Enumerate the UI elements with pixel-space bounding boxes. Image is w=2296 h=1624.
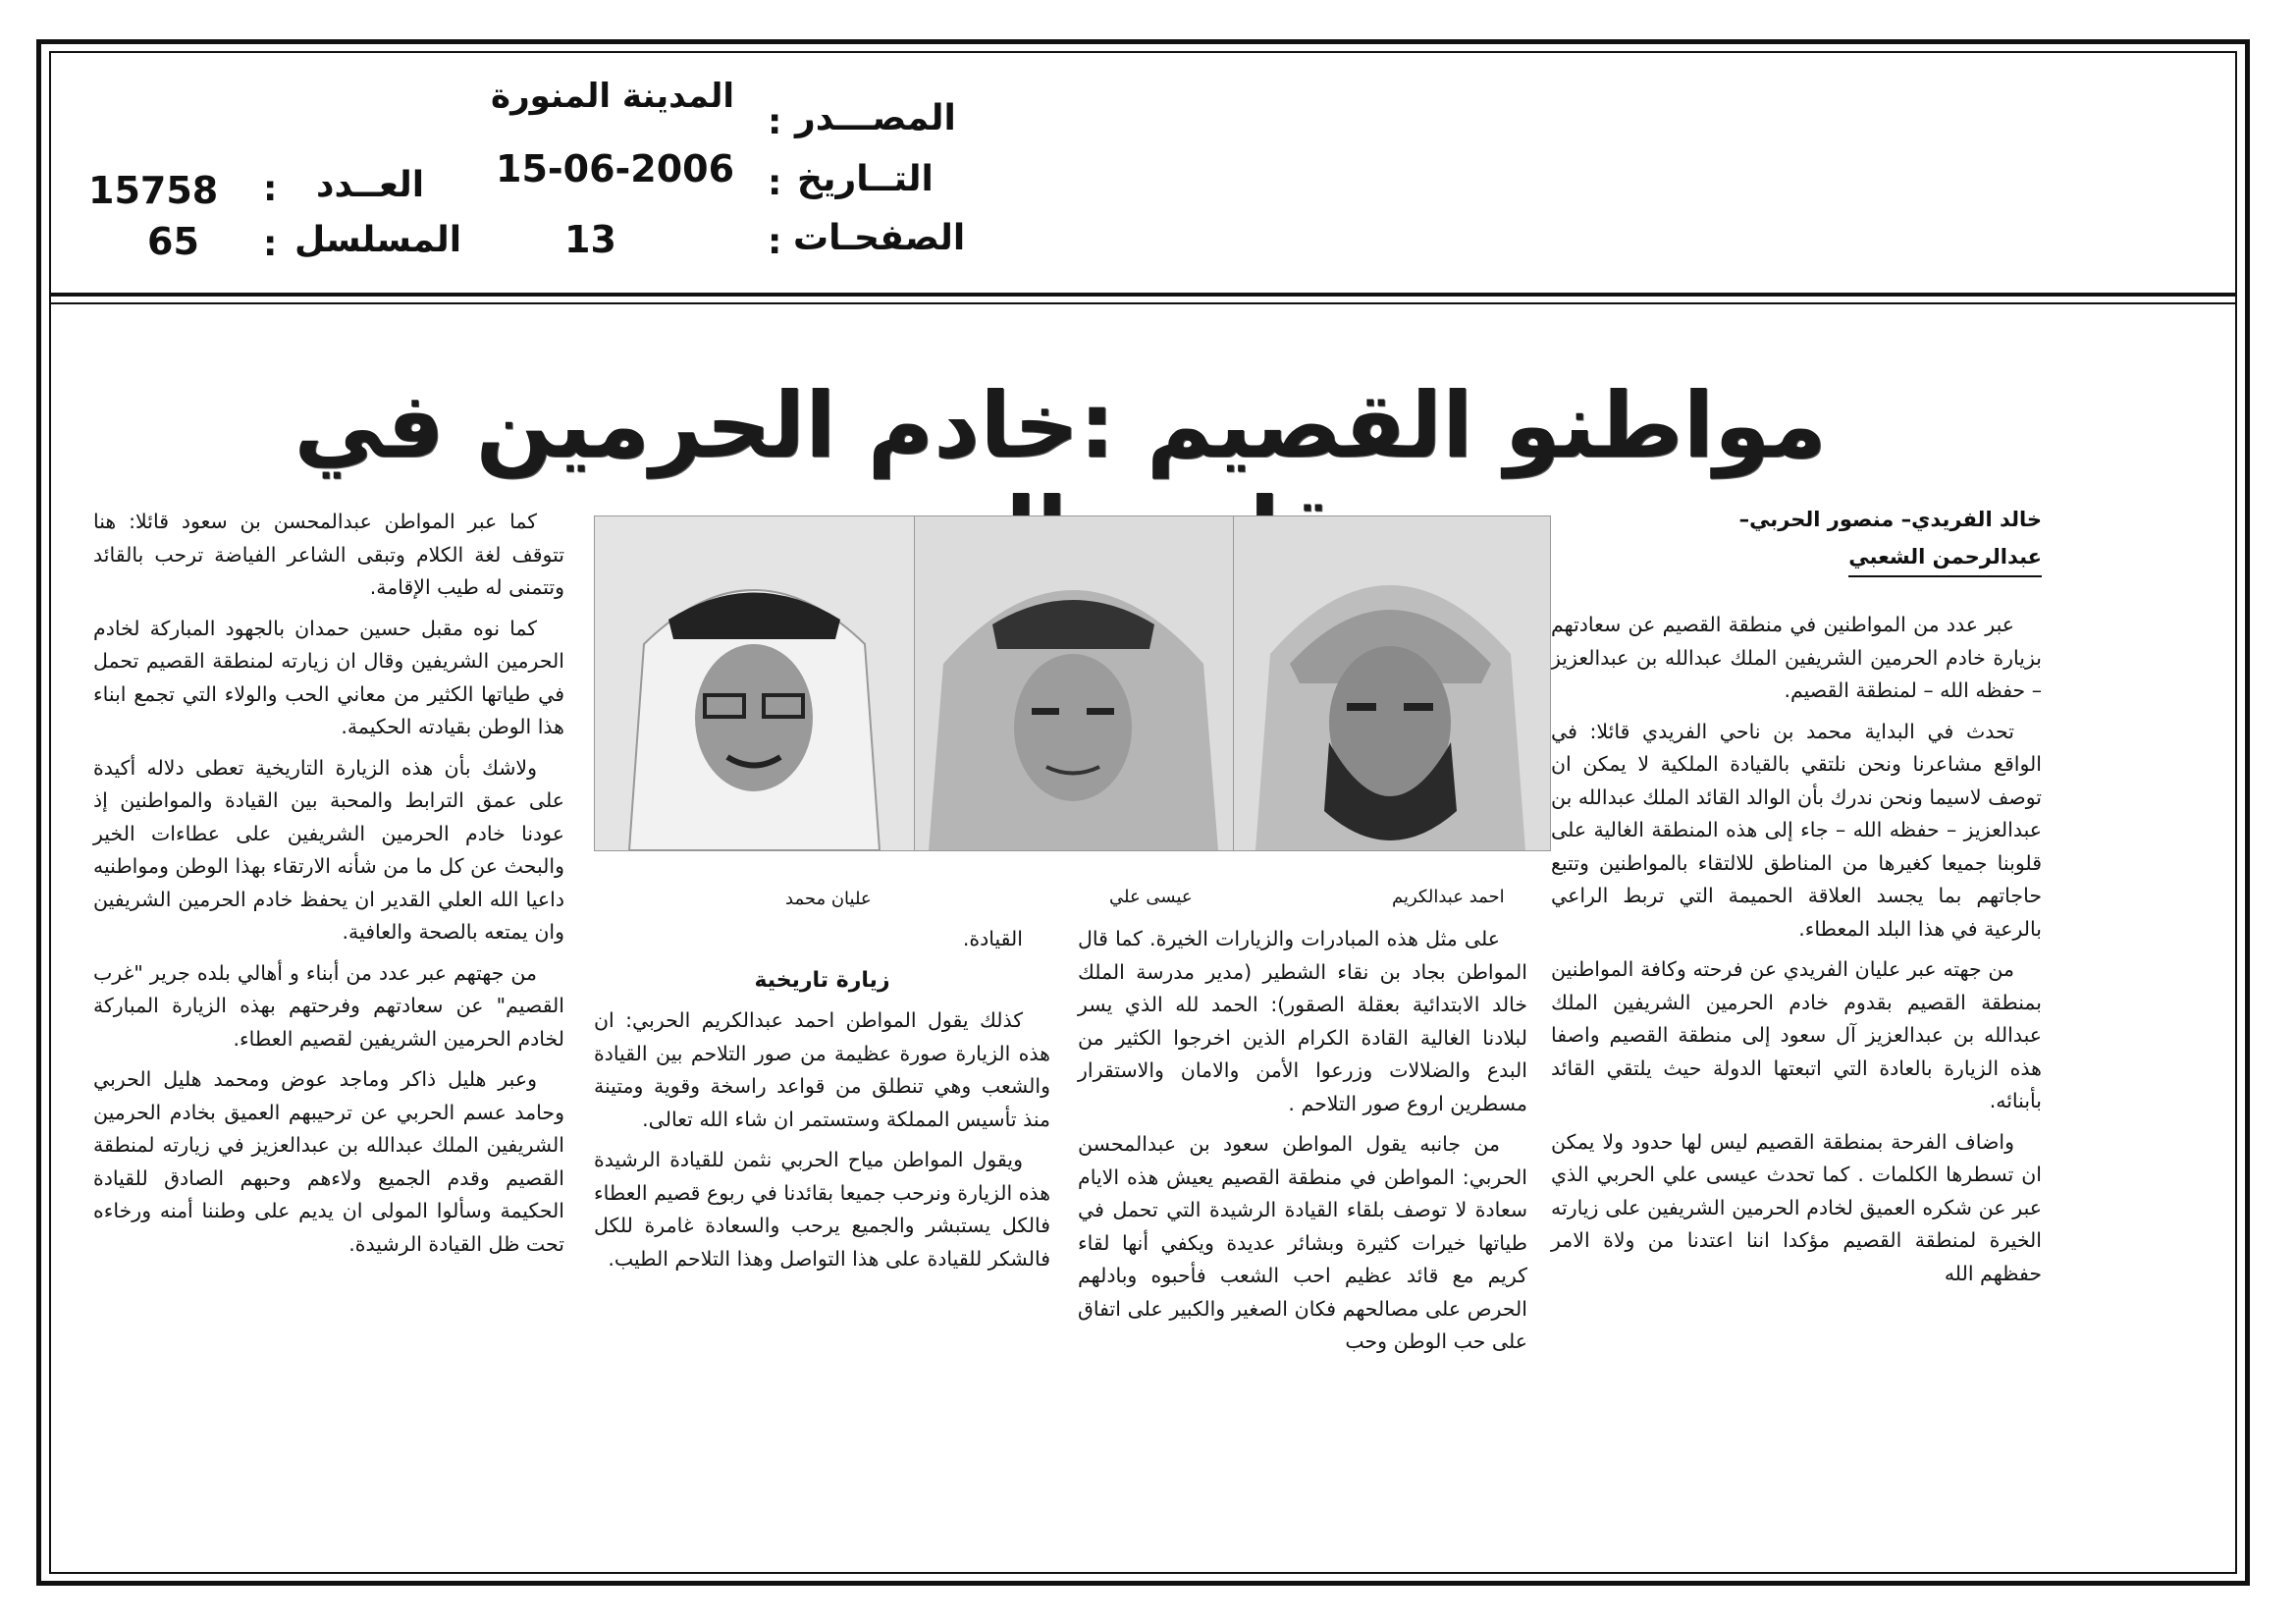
portrait-2-graphic — [914, 516, 1233, 850]
col2-paragraph-1: على مثل هذه المبادرات والزيارات الخيرة. كما قال المواطن بجاد بن نقاء الشطير (مدير مدرسة الملك خالد الابتدائية بعقلة الصقور): الحمد لله الذي يسر لبلادنا الغالية القادة الكرام الذين اخرجوا الكثير من البدع والضلالات وزرعوا الأمن والامان والاستقرار مسطرين اروع صور التلاحم . — [1078, 927, 1527, 1115]
issue-label: العــدد — [316, 165, 425, 205]
issue-value: 15758 — [88, 169, 219, 212]
article-headline: مواطنو القصيم :خادم الحرمين في — [294, 373, 1827, 478]
col4-paragraph-3: ولاشك بأن هذه الزيارة التاريخية تعطى دلاله أكيدة على عمق الترابط والمحبة بين القيادة والمواطنين إذ عودنا خادم الحرمين الشريفين على عطاءات الخير والبحث عن كل ما من شأنه الارتقاء بهذا الوطن ومواطنيه داعيا الله العلي القدير ان يحفظ خادم الحرمين الشريفين وان يمتعه بالصحة والعافية. — [93, 755, 564, 944]
col2-paragraph-2: من جانبه يقول المواطن سعود بن عبدالمحسن الحربي: المواطن في منطقة القصيم يعيش هذه الايام سعادة لا توصف بلقاء القيادة الرشيدة التي تحمل في طياتها خيرات كثيرة وبشائر عديدة ويكفي أنها لقاء كريم مع قائد عظيم احب الشعب فأحبوه وبادلهم الحرص على مصالحهم فكان الصغير والكبير على اتفاق على حب الوطن وحب — [1078, 1132, 1527, 1353]
pages-value: 13 — [564, 218, 616, 261]
photo-caption-3: عليان محمد — [785, 889, 872, 909]
portrait-photo-1 — [1230, 515, 1551, 851]
portrait-1-graphic — [1231, 516, 1550, 850]
byline — [1629, 501, 2042, 577]
article-column-1 — [1551, 609, 2042, 1298]
col4-paragraph-4: من جهتهم عبر عدد من أبناء و أهالي بلده جرير "غرب القصيم" عن سعادتهم وفرحتهم بهذه الزيارة المباركة لخادم الحرمين الشريفين لقصيم العطاء. — [93, 960, 564, 1051]
article-column-2 — [1078, 923, 1527, 1367]
col4-paragraph-5: وعبر هليل ذاكر وماجد عوض ومحمد هليل الحربي وحامد عسم الحربي عن ترحيبهم العميق بخادم الحرمين الشريفين الملك عبدالله بن عبدالعزيز في زيارته لمنطقة القصيم وقدم الجميع ولاءهم وحبهم الصادق للقيادة الحكيمة وسألوا المولى ان يديم على وطننا أمنه ورخاءه تحت ظل القيادة الرشيدة. — [93, 1067, 564, 1256]
col1-paragraph-3: من جهته عبر عليان الفريدي عن فرحته وكافة المواطنين بمنطقة القصيم بقدوم خادم الحرمين الشريفين الملك عبدالله بن عبدالعزيز آل سعود إلى منطقة القصيم واصفا هذه الزيارة بالعادة التي اتبعتها الدولة حيث يلتقي القائد بأبنائه. — [1551, 957, 2042, 1112]
pages-label: الصفحـات — [793, 218, 966, 258]
source-label: المصـــدر — [795, 98, 956, 138]
date-label: التــاريخ — [797, 159, 934, 199]
serial-colon: : — [263, 224, 278, 264]
issue-colon: : — [263, 169, 278, 209]
date-value: 15-06-2006 — [496, 147, 735, 190]
portrait-photo-3 — [594, 515, 915, 851]
serial-label: المسلسل — [294, 220, 462, 260]
col1-paragraph-2: تحدث في البداية محمد بن ناحي الفريدي قائلا: في الواقع مشاعرنا ونحن نلتقي بالقيادة الملكية لا يمكن ان توصف لاسيما ونحن ندرك بأن الوالد القائد الملك عبدالله بن عبدالعزيز – حفظه الله – جاء إلى هذه المنطقة الغالية على قلوبنا جميعا كغيرها من المناطق للالتقاء بالمواطنين وتتبع حاجاتهم بما يجسد العلاقة الحميمة التي تربط الراعي بالرعية في هذا البلد المعطاء. — [1551, 719, 2042, 941]
header-divider-thin — [49, 302, 2237, 304]
header-divider — [49, 293, 2237, 297]
byline-line1: خالد الفريدي– منصور الحربي– — [1738, 508, 2042, 531]
portrait-3-graphic — [595, 516, 914, 850]
col3-paragraph-3: ويقول المواطن مياح الحربي نثمن للقيادة الرشيدة هذه الزيارة ونرحب جميعا بقائدنا في ربوع قصيم العطاء فالكل يستبشر والجميع يرحب والسعادة غامرة للكل فالشكر للقيادة على هذا التواصل وهذا التلاحم الطيب. — [594, 1148, 1050, 1271]
col4-paragraph-2: كما نوه مقبل حسين حمدان بالجهود المباركة لخادم الحرمين الشريفين وقال ان زيارته لمنطقة القصيم تحمل في طياتها الكثير من معاني الحب والولاء التي تجمع ابناء هذا الوطن بقيادته الحكيمة. — [93, 616, 564, 738]
photo-caption-2: عيسى علي — [1109, 887, 1193, 907]
col1-paragraph-1: عبر عدد من المواطنين في منطقة القصيم عن سعادتهم بزيارة خادم الحرمين الشريفين الملك عبدالله بن عبدالعزيز – حفظه الله – لمنطقة القصيم. — [1551, 613, 2042, 702]
serial-value: 65 — [147, 220, 199, 263]
article-column-4 — [93, 506, 564, 1269]
portrait-photo-2 — [913, 515, 1234, 851]
col4-paragraph-1: كما عبر المواطن عبدالمحسن بن سعود قائلا: هنا تتوقف لغة الكلام وتبقى الشاعر الفياضة ترحب بالقائد وتتمنى له طيب الإقامة. — [93, 510, 564, 599]
col1-paragraph-4: واضاف الفرحة بمنطقة القصيم ليس لها حدود ولا يمكن ان تسطرها الكلمات . كما تحدث عيسى علي الحربي الذي عبر عن شكره العميق لخادم الحرمين الشريفين على زيارته الخيرة لمنطقة القصيم مؤكدا اننا اعتدنا من ولاة الامر حفظهم الله — [1551, 1129, 2042, 1285]
date-colon: : — [768, 163, 782, 203]
photo-caption-1: احمد عبدالكريم — [1392, 887, 1505, 907]
source-value: المدينة المنورة — [491, 77, 735, 116]
article-column-3 — [594, 923, 1050, 1283]
pages-colon: : — [768, 222, 782, 262]
byline-line2: عبدالرحمن الشعبي — [1848, 538, 2042, 577]
col3-subheading: زيارة تاريخية — [754, 967, 890, 993]
col3-paragraph-2: كذلك يقول المواطن احمد عبدالكريم الحربي: ان هذه الزيارة صورة عظيمة من صور التلاحم بين القيادة والشعب وهي تنطلق من قواعد راسخة وقوية ومتينة منذ تأسيس المملكة وستستمر ان شاء الله تعالى. — [594, 1008, 1050, 1131]
source-colon: : — [768, 102, 782, 142]
col3-paragraph-1: القيادة. — [962, 927, 1023, 950]
